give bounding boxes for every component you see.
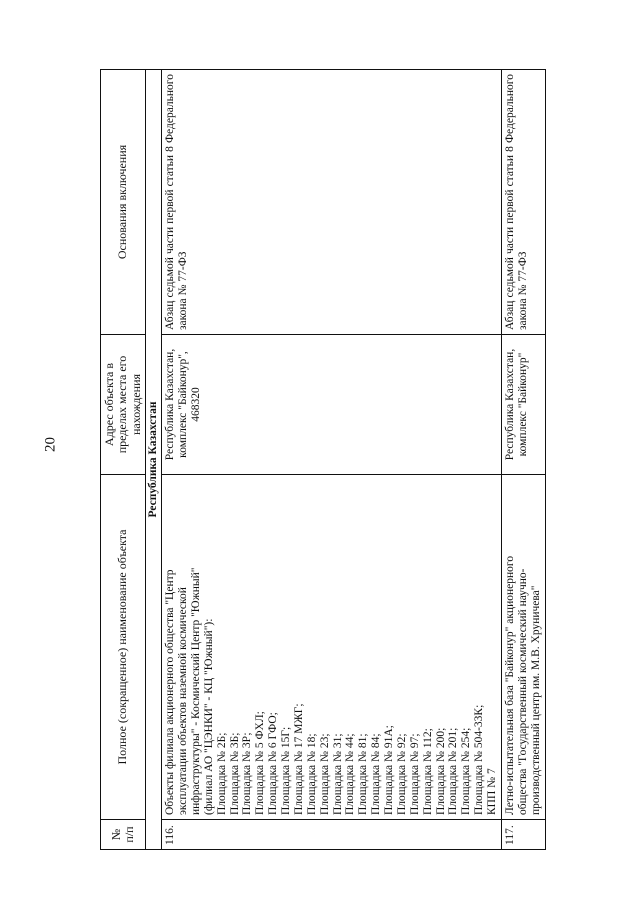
region-label: Республика Казахстан: [146, 70, 162, 850]
name-line: Площадка № 200;: [434, 727, 447, 815]
objects-table: [100, 69, 546, 850]
row-num: 116.: [162, 820, 502, 850]
table-row: [501, 70, 545, 850]
name-line: Площадка № 84;: [370, 733, 383, 815]
name-line: (филиал АО "ЦЭНКИ" - КЦ "Южный"):: [202, 618, 215, 815]
region-row: [146, 70, 162, 850]
header-address: Адрес объекта в пределах места его нахождения: [101, 335, 146, 475]
name-line: Площадка № 3Р;: [241, 732, 254, 815]
header-num: № п/п: [101, 820, 146, 850]
row-name: [501, 475, 545, 820]
name-line: Площадка № 15Г;: [280, 726, 293, 815]
name-line: Площадка № 91А;: [383, 725, 396, 815]
name-line: эксплуатации объектов наземной космической: [177, 587, 190, 815]
name-line: Площадка № 23;: [318, 733, 331, 815]
rotated-table-wrapper: [100, 70, 540, 850]
name-line: Площадка № 3Б;: [228, 732, 241, 815]
name-line: Площадка № 201;: [447, 727, 460, 815]
name-line: Площадка № 81;: [357, 733, 370, 815]
name-line: Площадка № 17 МЖГ;: [292, 703, 305, 815]
table-header-row: [101, 70, 146, 850]
row-basis: Абзац седьмой части первой статьи 8 Федерального закона № 77-ФЗ: [501, 70, 545, 335]
header-basis: Основания включения: [101, 70, 146, 335]
page-number: 20: [42, 437, 59, 452]
name-line: производственный центр им. М.В. Хруничева": [529, 585, 542, 815]
name-line: Площадка № 6 ГФО;: [267, 712, 280, 815]
header-name: Полное (сокращенное) наименование объекта: [101, 475, 146, 820]
name-line: инфраструктуры" - Космический Центр "Южный": [189, 567, 202, 815]
table-row: [162, 70, 502, 850]
row-address: Республика Казахстан, комплекс "Байконур", 468320: [162, 335, 502, 475]
name-line: Площадка № 112;: [421, 728, 434, 815]
row-basis: Абзац седьмой части первой статьи 8 Федерального закона № 77-ФЗ: [162, 70, 502, 335]
name-line: Площадка № 44;: [344, 733, 357, 815]
name-line: Площадка № 92;: [395, 733, 408, 815]
name-line: Площадка № 18;: [305, 733, 318, 815]
name-line: Площадка № 97;: [408, 733, 421, 815]
name-line: Летно-испытательная база "Байконур" акционерного: [503, 555, 516, 815]
row-name: [162, 475, 502, 820]
row-address: Республика Казахстан, комплекс "Байконур": [501, 335, 545, 475]
name-line: Площадка № 31;: [331, 733, 344, 815]
row-num: 117.: [501, 820, 545, 850]
name-line: Площадка № 254;: [460, 727, 473, 815]
name-line: Площадка № 2Б;: [215, 732, 228, 815]
name-line: КПП № 7: [486, 768, 499, 815]
name-line: Площадка № 5 ФХЛ;: [254, 711, 267, 815]
name-line: Объекты филиала акционерного общества "Центр: [164, 569, 177, 815]
name-line: общества "Государственный космический научно-: [516, 568, 529, 815]
name-line: Площадка № 504-33К;: [473, 704, 486, 815]
